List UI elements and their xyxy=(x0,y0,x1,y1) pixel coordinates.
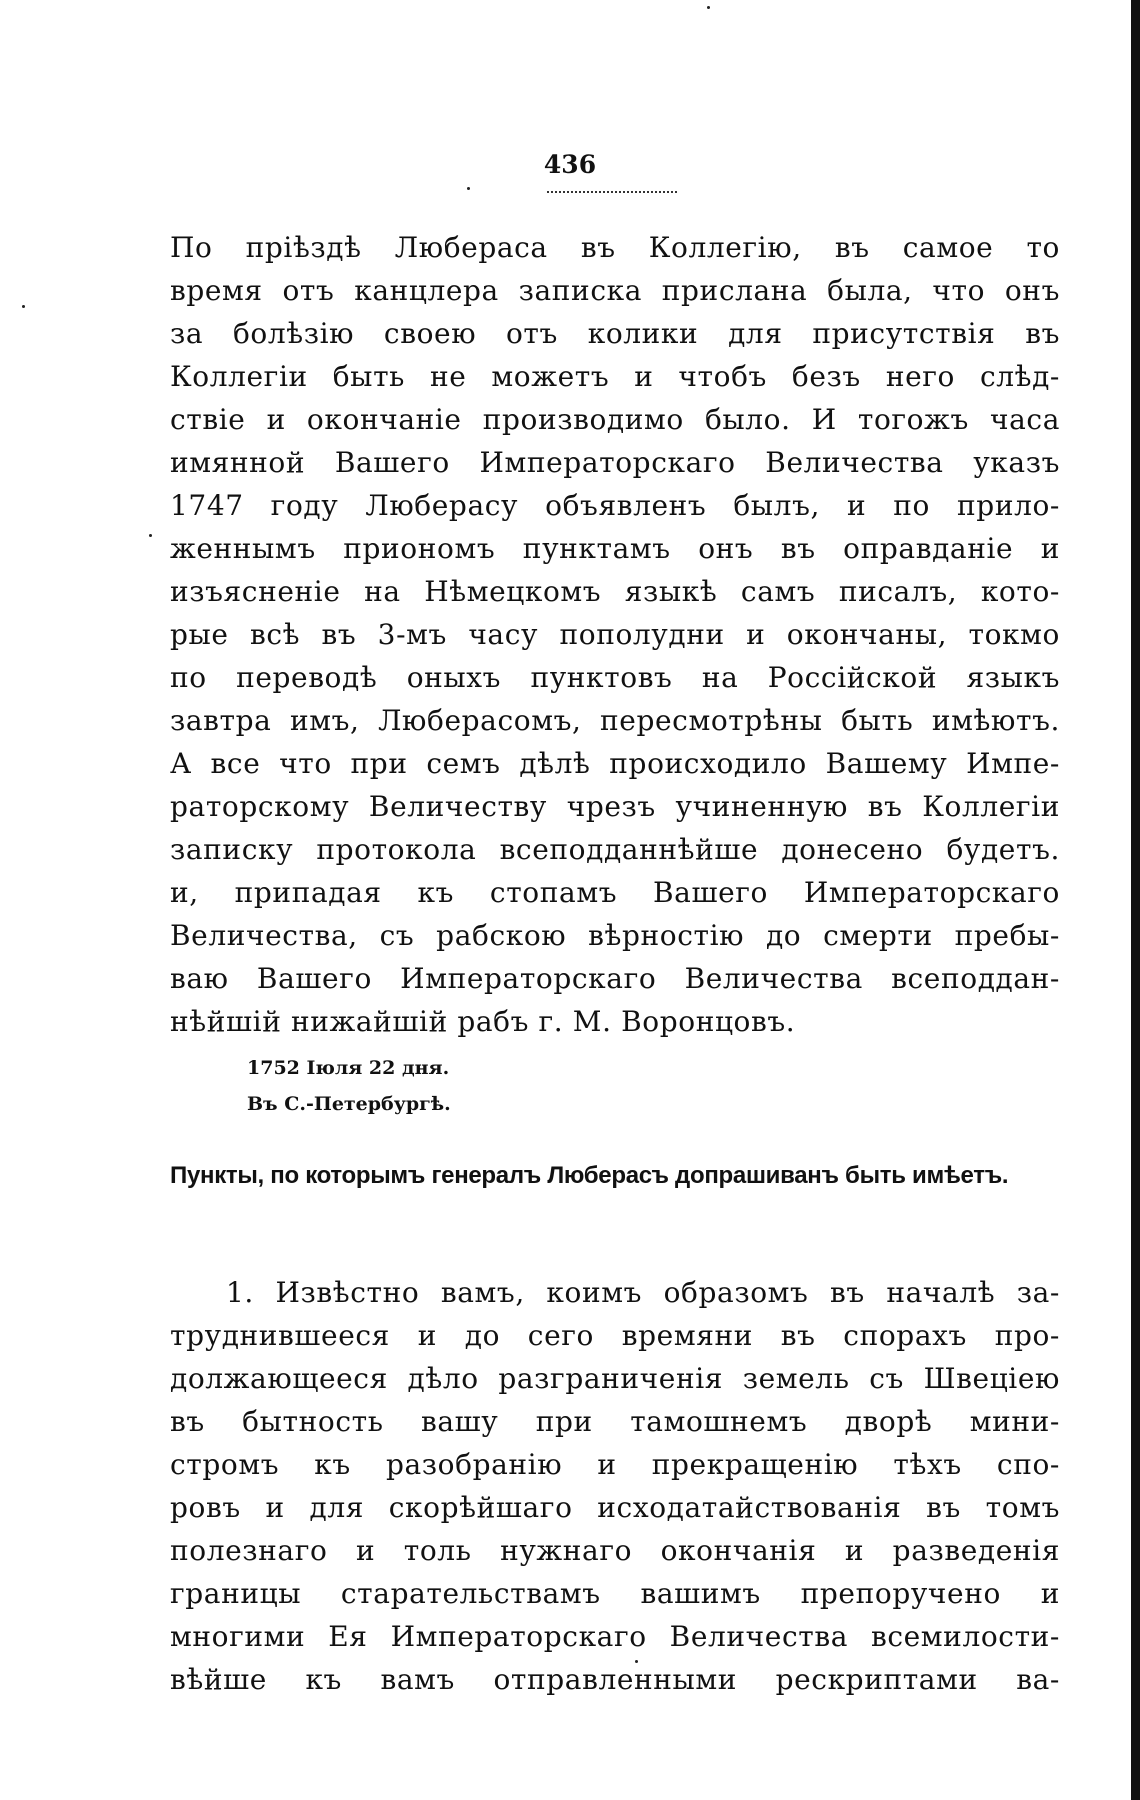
page-number: 436 xyxy=(543,150,597,179)
item-line: труднившееся и до сего времяни въ спорахъ про- xyxy=(170,1319,1060,1352)
body-line: завтра имъ, Люберасомъ, пересмотрѣны быть имѣютъ. xyxy=(170,704,1060,737)
item-line: ровъ и для скорѣйшаго исходатайствованiя въ томъ xyxy=(170,1491,1060,1524)
body-line: По прiѣздѣ Люберaсa въ Коллегiю, въ самое то xyxy=(170,231,1060,264)
body-line: рые всѣ въ 3-мъ часу пополудни и окончаны, токмо xyxy=(170,618,1060,651)
body-line: Коллегiи быть не можетъ и чтобъ безъ него слѣд- xyxy=(170,360,1060,393)
scan-edge xyxy=(1131,0,1140,1800)
scan-speck xyxy=(707,6,710,9)
body-line: женнымъ приономъ пунктамъ онъ въ оправданiе и xyxy=(170,532,1060,565)
body-line: время отъ канцлера записка прислана была, что онъ xyxy=(170,274,1060,307)
body-line: по переводѣ оныхъ пунктовъ на Россiйской языкъ xyxy=(170,661,1060,694)
body-line: нѣйшiй нижайшiй рабъ г. М. Воронцовъ. xyxy=(170,1005,796,1038)
letter-body xyxy=(170,226,1060,1043)
item-line: стромъ къ разобранiю и прекращенiю тѣхъ спо- xyxy=(170,1448,1060,1481)
scan-speck xyxy=(149,534,152,537)
item-line: въ бытность вашу при тамошнемъ дворѣ мини- xyxy=(170,1405,1060,1438)
body-line: 1747 году Люберасу объявленъ былъ, и по прило- xyxy=(170,489,1060,522)
item-line: 1. Извѣстно вамъ, коимъ образомъ въ началѣ за- xyxy=(226,1276,1060,1309)
date-line: 1752 Iюля 22 дня. xyxy=(247,1057,450,1079)
body-line: записку протокола всеподданнѣйше донесено будетъ. xyxy=(170,833,1060,866)
item-line: должающееся дѣло разграниченiя земель съ Швецiею xyxy=(170,1362,1060,1395)
scan-speck xyxy=(22,305,25,308)
body-line: и, припадая къ стопамъ Вашего Императорскаго xyxy=(170,876,1060,909)
body-line: изъясненiе на Нѣмецкомъ языкѣ самъ писалъ, кото- xyxy=(170,575,1060,608)
item-line: многими Ея Императорскаго Величества всемилости- xyxy=(170,1620,1060,1653)
body-line: имянной Вашего Императорскаго Величества указъ xyxy=(170,446,1060,479)
body-line: Величества, съ рабскою вѣрностiю до смерти пребы- xyxy=(170,919,1060,952)
section-heading: Пункты, по которымъ генералъ Люберасъ допрашиванъ быть имѣетъ. xyxy=(170,1162,1009,1189)
item-line: границы старательствамъ вашимъ препоручено и xyxy=(170,1577,1060,1610)
body-line: раторскому Величеству чрезъ учиненную въ Коллегiи xyxy=(170,790,1060,823)
body-line: за болѣзiю своею отъ колики для присутствiя въ xyxy=(170,317,1060,350)
scan-speck xyxy=(467,187,470,190)
place-line: Въ С.-Петербургѣ. xyxy=(247,1093,451,1115)
item-line: полезнаго и толь нужнаго окончанiя и разведенiя xyxy=(170,1534,1060,1567)
body-line: ствiе и окончанiе производимо было. И тогожъ часа xyxy=(170,403,1060,436)
item-line: вѣйше къ вамъ отправленными рескриптами ва- xyxy=(170,1663,1060,1696)
interrogation-item-1 xyxy=(170,1271,1060,1701)
page-number-ornament xyxy=(547,191,677,193)
body-line: ваю Вашего Императорскаго Величества всеподдан- xyxy=(170,962,1060,995)
body-line: А все что при семъ дѣлѣ происходило Вашему Импе- xyxy=(170,747,1060,780)
